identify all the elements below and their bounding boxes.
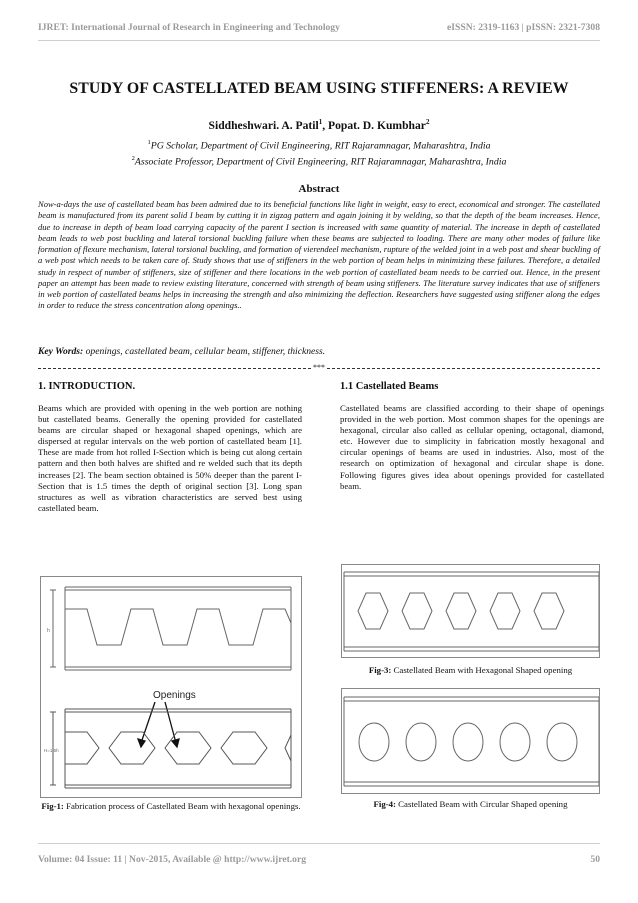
right-column (340, 381, 604, 492)
castellated-beams-heading: 1.1 Castellated Beams (340, 381, 439, 392)
separator-stars: *** (313, 363, 325, 372)
issn: eISSN: 2319-1163 | pISSN: 2321-7308 (447, 21, 600, 33)
author-1: Siddheshwari. A. Patil (208, 118, 319, 132)
figure-4-caption (341, 799, 600, 810)
openings-label: Openings (153, 690, 196, 701)
castellated-beams-body: Castellated beams are classified according to their shape of openings provided in the web portion. Most common shapes for the openings are hexagonal, circular also called as cellular opening, octagonal, diamond, etc. However due to simplicity in fabrication mostly hexagonal and circular openings of beams are used in industries. Also, most of the research on optimization of hexagonal and circular shape is done. Following figures gives idea about openings provided for castellated beam. (340, 403, 604, 491)
dim-h15-label: H=1.5h (44, 748, 59, 753)
figure-3-drawing (342, 565, 600, 658)
affiliation-2-sup: 2 (131, 155, 135, 162)
author-2-sup: 2 (425, 118, 430, 126)
figure-3-caption-text: Castellated Beam with Hexagonal Shaped opening (391, 665, 573, 675)
keywords-label: Key Words: (38, 346, 84, 357)
figure-4-caption-text: Castellated Beam with Circular Shaped opening (395, 799, 568, 809)
left-column (38, 381, 302, 514)
keywords (38, 346, 600, 357)
figure-1-drawing (41, 577, 302, 798)
figure-4 (341, 688, 600, 794)
dim-h-label: h (47, 628, 50, 634)
abstract-body: Now-a-days the use of castellated beam has been admired due to its beneficial functions like light in weight, easy to erect, economical and stronger. The castellated beam is manufactured from its parent solid I beam by cutting it in zigzag pattern and again joining it by welding, so that the depth of the beam increases. Hence, due to increase in depth of beam load carrying capacity of the parent I section is increased with same quantity of material. The increase in depth of castellated beam leads to web post buckling and lateral torsional buckling failure when these beams are subjected to loading. There are many other modes of failure like formation of flexure mechanism, lateral torsional buckling, and formation of vierendeel mechanism, rupture of the welded joint in a web post and shear buckling of a web post which needs to be taken care of. Study shows that use of stiffeners in the web portion of beam helps in minimizing these failures. Therefore, a detailed study in respect of number of stiffeners, size of stiffener and there locations in the web portion of castellated beam needs to be carried out. Hence, in the present paper an attempt has been made to review existing literature, concerned with strength of beam using stiffeners. The literature survey indicates that use of stiffeners in web portion of castellated beams helps in increasing the strength and also minimizing the deflection. Researchers have suggested using stiffener along the edges in order to reduce the stress concentration along openings.. (38, 199, 600, 311)
affiliation-1-text: PG Scholar, Department of Civil Engineering, RIT Rajaramnagar, Maharashtra, India (150, 140, 491, 152)
figure-1-caption (40, 801, 302, 812)
page-number: 50 (590, 853, 600, 865)
author-1-sup: 1 (318, 118, 323, 126)
author-separator: , (322, 118, 329, 132)
journal-name: IJRET: International Journal of Research in Engineering and Technology (38, 21, 340, 33)
volume-info: Volume: 04 Issue: 11 | Nov-2015, Available @ http://www.ijret.org (38, 853, 307, 865)
footer-rule (38, 843, 600, 844)
affiliation-2 (38, 155, 600, 167)
authors (38, 118, 600, 132)
affiliation-1 (38, 139, 600, 151)
figure-3-label: Fig-3: (368, 665, 392, 675)
figure-1-caption-text: Fabrication process of Castellated Beam with hexagonal openings. (63, 801, 301, 811)
figure-4-label: Fig-4: (373, 799, 396, 809)
affiliation-1-sup: 1 (147, 139, 151, 146)
author-2: Popat. D. Kumbhar (328, 118, 426, 132)
figure-1 (40, 576, 302, 798)
header-rule (38, 40, 600, 41)
paper-title: STUDY OF CASTELLATED BEAM USING STIFFENERS: A REVIEW (69, 80, 569, 97)
affiliation-2-text: Associate Professor, Department of Civil Engineering, RIT Rajaramnagar, Maharashtra, India (134, 156, 507, 168)
figure-4-drawing (342, 689, 600, 794)
introduction-body: Beams which are provided with opening in the web portion are nothing but castellated beams. Generally the opening provided for castellated beams are circular shaped or hexagonal shaped openings, which are dispersed at regular intervals on the web portion of castellated beam [1]. These are made from hot rolled I-Section which is being cut along certain pattern and then both halves are shifted and re welded such that its depth increases [2]. The beam section obtained is 50% deeper than the parent I-Section that is 1.5 times the depth of original section [3]. Long span structures as well as vibration characteristics are served best using castellated beam. (38, 403, 302, 513)
running-footer (38, 852, 600, 866)
figure-3 (341, 564, 600, 658)
figure-3-caption (341, 665, 600, 676)
running-header (38, 16, 600, 38)
keywords-text: openings, castellated beam, cellular beam, stiffener, thickness. (83, 346, 326, 357)
abstract-heading: Abstract (298, 183, 340, 195)
introduction-heading: 1. INTRODUCTION. (38, 381, 136, 392)
figure-1-label: Fig-1: (41, 801, 64, 811)
section-separator (38, 362, 600, 374)
